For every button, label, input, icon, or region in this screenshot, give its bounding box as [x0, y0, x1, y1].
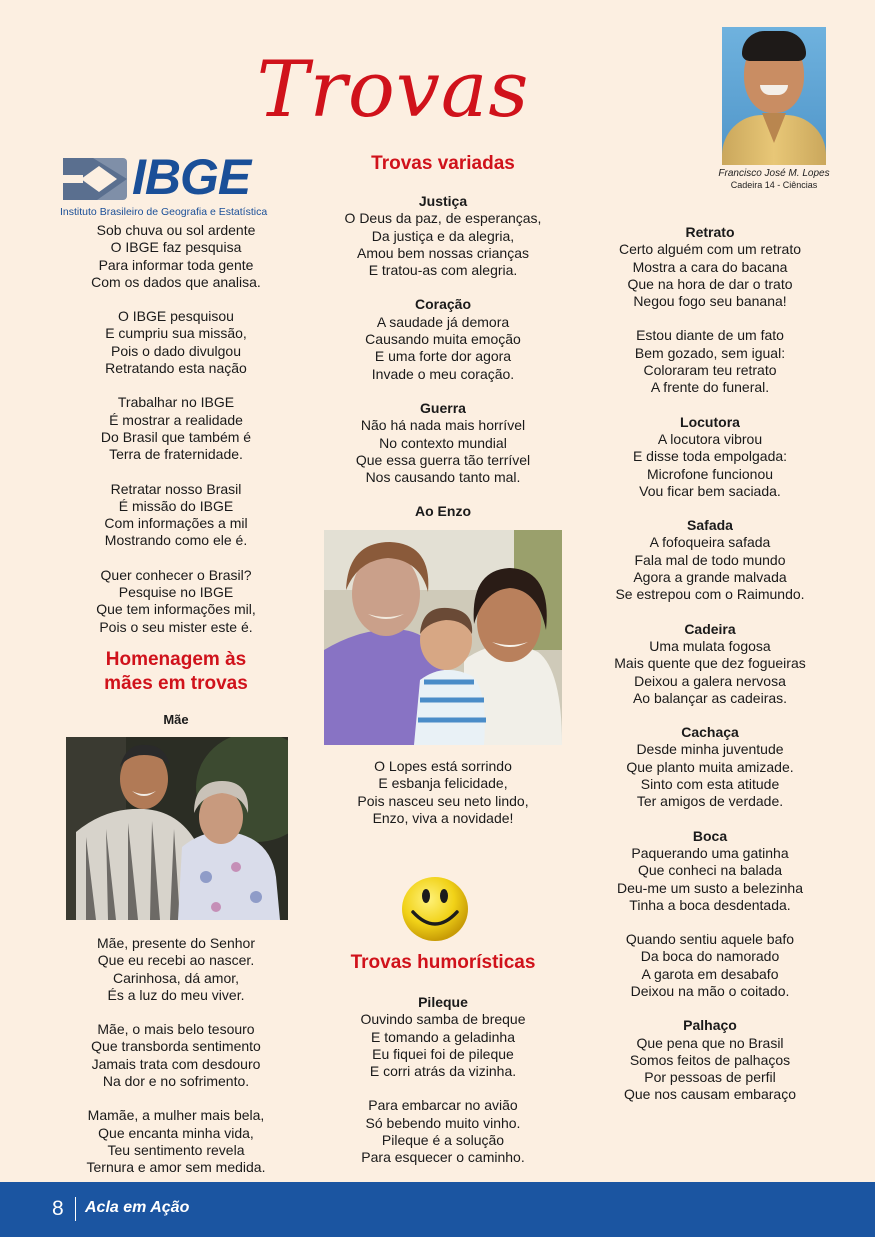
stanza-locutora	[594, 414, 826, 500]
poem-line: Com os dados que analisa.	[91, 273, 261, 290]
poem-line: O IBGE faz pesquisa	[110, 239, 242, 256]
poem-line: E cumpriu sua missão,	[105, 325, 247, 342]
poem-line: Não há nada mais horrível	[360, 417, 526, 434]
smiley-icon	[401, 876, 469, 942]
poem-line: Pois o seu mister este é.	[99, 618, 253, 635]
poem-line: O Deus da paz, de esperanças,	[344, 210, 542, 227]
poem-line: Pois nasceu seu neto lindo,	[357, 792, 529, 809]
poem-line: Que encanta minha vida,	[98, 1124, 254, 1141]
poem-line: O Lopes está sorrindo	[374, 758, 512, 774]
poem-line: Para esquecer o caminho.	[361, 1149, 525, 1166]
poem-line: Nos causando tanto mal.	[365, 469, 521, 486]
author-chair: Cadeira 14 - Ciências	[730, 180, 818, 190]
enzo-title: Ao Enzo	[415, 503, 471, 520]
poem-line: Ter amigos de verdade.	[636, 793, 784, 810]
poem-line: És a luz do meu viver.	[107, 986, 245, 1003]
poem-line: Que planto muita amizade.	[626, 758, 794, 775]
page-number: 8	[52, 1197, 64, 1220]
poem-line: Por pessoas de perfil	[644, 1069, 776, 1086]
poem-line: A locutora vibrou	[657, 430, 763, 447]
stanza-justica	[318, 193, 568, 279]
poem-line: E tratou-as com alegria.	[368, 262, 518, 279]
poem-line: No contexto mundial	[379, 434, 507, 451]
ibge-mark-icon	[63, 158, 127, 200]
maes-heading-line: mães em trovas	[104, 673, 248, 694]
poem-line: A garota em desabafo	[641, 965, 779, 982]
stanza	[60, 567, 292, 636]
poem-line: Que nos causam embaraço	[624, 1086, 796, 1103]
stanza-title: Cachaça	[681, 724, 739, 741]
stanza	[60, 1107, 292, 1176]
stanza	[594, 931, 826, 1000]
poem-line: Pois o dado divulgou	[111, 342, 241, 359]
stanza-title: Coração	[414, 296, 472, 313]
poem-line: Sinto com esta atitude	[640, 776, 780, 793]
poem-line: Que essa guerra tão terrível	[355, 451, 531, 468]
photo-family-enzo	[324, 530, 562, 745]
poem-line: Sob chuva ou sol ardente	[96, 222, 256, 238]
poem-line: Retratar nosso Brasil	[110, 480, 242, 497]
poem-line: Estou diante de um fato	[636, 327, 784, 344]
humoristicas-poems	[318, 994, 568, 1184]
poem-line: Jamais trata com desdouro	[91, 1055, 261, 1072]
poem-line: E esbanja felicidade,	[378, 775, 508, 792]
poem-line: A saudade já demora	[376, 313, 510, 330]
stanza-retrato	[594, 224, 826, 310]
magazine-name: Acla em Ação	[85, 1199, 190, 1216]
photo-son-and-mother	[66, 737, 288, 920]
footer-divider	[75, 1197, 76, 1221]
poem-line: Carinhosa, dá amor,	[112, 969, 240, 986]
poem-line: Amou bem nossas crianças	[357, 244, 529, 261]
poem-line: Que transborda sentimento	[91, 1038, 261, 1055]
stanza-title: Retrato	[685, 224, 735, 240]
poem-line: Mãe, presente do Senhor	[97, 935, 255, 951]
ibge-poem	[60, 222, 292, 653]
stanza-title: Guerra	[420, 399, 466, 416]
poem-line: Quer conhecer o Brasil?	[100, 566, 252, 583]
page-title: Trovas	[256, 45, 530, 135]
maes-heading-line: Homenagem às	[105, 649, 247, 670]
poem-line: Terra de fraternidade.	[109, 446, 243, 463]
poem-line: Bem gozado, sem igual:	[634, 344, 786, 361]
humoristicas-heading: Trovas humorísticas	[350, 952, 536, 973]
stanza	[594, 327, 826, 396]
poem-line: Pesquise no IBGE	[118, 584, 234, 601]
poem-line: E disse toda empolgada:	[632, 448, 788, 465]
poem-line: Mostrando como ele é.	[104, 532, 248, 549]
poem-line: Deixou a galera nervosa	[634, 672, 786, 689]
stanza	[318, 1097, 568, 1166]
poem-line: Vou ficar bem saciada.	[639, 482, 781, 499]
poem-line: Do Brasil que também é	[100, 428, 252, 445]
maes-subtitle: Mãe	[163, 712, 189, 727]
poem-line: Que tem informações mil,	[96, 601, 256, 618]
poem-line: E uma forte dor agora	[374, 348, 512, 365]
poem-line: Só bebendo muito vinho.	[365, 1114, 521, 1131]
poem-line: Ternura e amor sem medida.	[86, 1159, 266, 1176]
variadas-heading: Trovas variadas	[371, 153, 515, 174]
poem-line: Que pena que no Brasil	[636, 1034, 784, 1051]
stanza-title: Locutora	[680, 413, 740, 430]
variadas-poems	[318, 193, 568, 521]
poem-line: A frente do funeral.	[650, 379, 770, 396]
poem-line: Deu-me um susto a belezinha	[617, 879, 803, 896]
poem-line: E tomando a geladinha	[371, 1028, 515, 1045]
right-poems	[594, 224, 826, 1121]
poem-line: Enzo, viva a novidade!	[372, 809, 514, 826]
poem-line: Uma mulata fogosa	[649, 637, 771, 654]
stanza-palhaco	[594, 1017, 826, 1103]
poem-line: Certo alguém com um retrato	[618, 241, 802, 258]
poem-line: Para embarcar no avião	[368, 1097, 518, 1114]
poem-line: Mostra a cara do bacana	[632, 258, 788, 275]
poem-line: Da justiça e da alegria,	[371, 227, 515, 244]
poem-line: Da boca do namorado	[640, 948, 780, 965]
poem-line: Paquerando uma gatinha	[631, 844, 789, 861]
stanza-title: Cadeira	[684, 620, 736, 637]
poem-line: Para informar toda gente	[98, 256, 254, 273]
poem-line: A fofoqueira safada	[649, 534, 771, 551]
poem-line: Ouvindo samba de breque	[360, 1011, 526, 1028]
stanza-title: Pileque	[418, 994, 468, 1010]
poem-line: Teu sentimento revela	[107, 1141, 245, 1158]
poem-line: Que na hora de dar o trato	[627, 275, 793, 292]
ibge-wordmark: IBGE	[132, 149, 251, 205]
stanza	[60, 222, 292, 291]
ibge-logo	[60, 149, 292, 220]
poem-line: Quando sentiu aquele bafo	[625, 931, 795, 948]
author-photo	[722, 27, 826, 165]
author-name: Francisco José M. Lopes	[718, 168, 830, 179]
poem-line: Na dor e no sofrimento.	[102, 1073, 250, 1090]
maes-heading	[60, 648, 292, 696]
stanza-pileque	[318, 994, 568, 1080]
stanza-coracao	[318, 296, 568, 382]
poem-line: Mãe, o mais belo tesouro	[97, 1021, 255, 1038]
poem-line: É missão do IBGE	[118, 497, 234, 514]
poem-line: Negou fogo seu banana!	[633, 293, 787, 310]
stanza	[60, 308, 292, 377]
poem-line: Fala mal de todo mundo	[634, 551, 786, 568]
poem-line: Microfone funcionou	[646, 465, 774, 482]
stanza-cachaca	[594, 724, 826, 810]
poem-line: Eu fiquei foi de pileque	[372, 1045, 514, 1062]
stanza-safada	[594, 517, 826, 603]
stanza-title: Justiça	[418, 193, 468, 209]
poem-line: Somos feitos de palhaços	[629, 1051, 791, 1068]
poem-line: Pileque é a solução	[381, 1132, 505, 1149]
stanza-cadeira	[594, 621, 826, 707]
poem-line: Mamãe, a mulher mais bela,	[87, 1107, 265, 1124]
poem-line: Retratando esta nação	[105, 360, 247, 377]
poem-line: O IBGE pesquisou	[118, 308, 234, 325]
stanza-title: Boca	[692, 827, 728, 844]
poem-line: Deixou na mão o coitado.	[630, 982, 790, 999]
poem-line: Tinha a boca desdentada.	[629, 896, 791, 913]
poem-line: Coloraram teu retrato	[643, 362, 777, 379]
poem-line: É mostrar a realidade	[109, 411, 243, 428]
poem-line: E corri atrás da vizinha.	[369, 1063, 517, 1080]
stanza-title: Palhaço	[683, 1017, 737, 1034]
poem-line: Que conheci na balada	[638, 862, 782, 879]
stanza-boca	[594, 828, 826, 914]
page-footer	[0, 1182, 875, 1237]
enzo-poem	[318, 758, 568, 827]
poem-line: Invade o meu coração.	[371, 365, 515, 382]
poem-line: Com informações a mil	[104, 515, 248, 532]
stanza	[60, 481, 292, 550]
poem-line: Mais quente que dez fogueiras	[614, 655, 806, 672]
stanza	[60, 1021, 292, 1090]
poem-line: Se estrepou com o Raimundo.	[615, 586, 805, 603]
poem-line: Agora a grande malvada	[633, 569, 787, 586]
stanza-title: Safada	[687, 517, 733, 534]
poem-line: Que eu recebi ao nascer.	[97, 952, 255, 969]
ibge-subtitle: Instituto Brasileiro de Geografia e Estatística	[60, 206, 268, 218]
poem-line: Causando muita emoção	[365, 331, 521, 348]
stanza-guerra	[318, 400, 568, 486]
poem-line: Desde minha juventude	[636, 741, 784, 758]
poem-line: Ao balançar as cadeiras.	[632, 689, 788, 706]
poem-line: Trabalhar no IBGE	[117, 394, 235, 411]
stanza	[60, 394, 292, 463]
stanza	[60, 935, 292, 1004]
maes-poem	[60, 935, 292, 1194]
